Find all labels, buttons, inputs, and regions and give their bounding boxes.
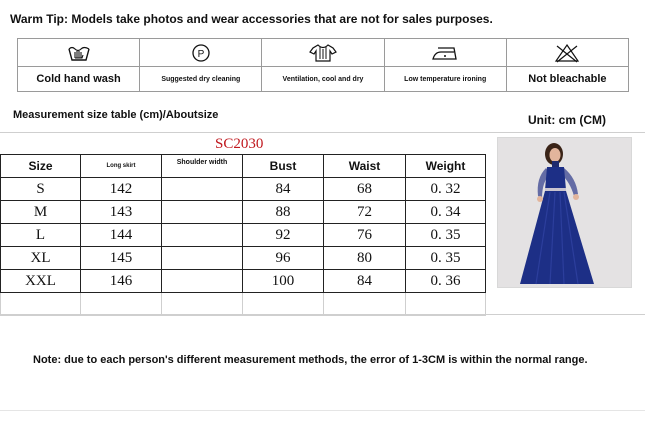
care-label: Cold hand wash	[36, 73, 121, 85]
divider	[0, 410, 645, 411]
care-dry-cleaning	[140, 39, 262, 91]
cell-waist: 84	[324, 270, 406, 293]
cell-shoulder	[162, 270, 243, 293]
table-header-row	[1, 155, 486, 178]
cell-size: S	[1, 178, 81, 201]
cell-waist: 68	[324, 178, 406, 201]
cell-waist: 80	[324, 247, 406, 270]
cell-long-skirt: 144	[81, 224, 162, 247]
iron-icon	[385, 39, 506, 67]
care-label: Suggested dry cleaning	[161, 75, 241, 83]
cell-long-skirt: 146	[81, 270, 162, 293]
care-ironing	[385, 39, 507, 91]
care-cold-hand-wash	[18, 39, 140, 91]
cell-bust: 96	[243, 247, 324, 270]
cell-waist: 76	[324, 224, 406, 247]
care-label: Not bleachable	[528, 73, 607, 85]
cell-long-skirt: 142	[81, 178, 162, 201]
cell-weight: 0. 35	[406, 224, 486, 247]
dry-clean-icon	[140, 39, 261, 67]
cell-bust: 100	[243, 270, 324, 293]
hand-wash-icon	[18, 39, 139, 67]
svg-text:P: P	[197, 48, 205, 60]
table-row	[1, 270, 486, 293]
care-label: Ventilation, cool and dry	[282, 75, 364, 83]
cell-long-skirt: 143	[81, 201, 162, 224]
table-row	[1, 178, 486, 201]
cell-shoulder	[162, 247, 243, 270]
cell-weight: 0. 36	[406, 270, 486, 293]
header-bust: Bust	[243, 155, 324, 178]
header-size: Size	[1, 155, 81, 178]
measurement-note: Note: due to each person's different measurement methods, the error of 1-3CM is within the normal range.	[33, 354, 588, 366]
cell-shoulder	[162, 201, 243, 224]
care-ventilation	[262, 39, 384, 91]
unit-label: Unit: cm (CM)	[528, 113, 606, 127]
table-row	[1, 201, 486, 224]
care-no-bleach	[507, 39, 628, 91]
cell-bust: 92	[243, 224, 324, 247]
cell-size: XXL	[1, 270, 81, 293]
cell-long-skirt: 145	[81, 247, 162, 270]
header-long-skirt: Long skirt	[81, 155, 162, 178]
header-weight: Weight	[406, 155, 486, 178]
cell-waist: 72	[324, 201, 406, 224]
cell-size: XL	[1, 247, 81, 270]
cell-weight: 0. 34	[406, 201, 486, 224]
care-instructions	[17, 38, 629, 92]
care-label: Low temperature ironing	[404, 75, 487, 83]
cell-weight: 0. 35	[406, 247, 486, 270]
model-code: SC2030	[215, 136, 264, 152]
header-waist: Waist	[324, 155, 406, 178]
cell-weight: 0. 32	[406, 178, 486, 201]
shirt-dry-icon	[262, 39, 383, 67]
measurement-title: Measurement size table (cm)/Aboutsize	[13, 109, 219, 121]
cell-bust: 84	[243, 178, 324, 201]
cell-shoulder	[162, 178, 243, 201]
cell-size: L	[1, 224, 81, 247]
cell-bust: 88	[243, 201, 324, 224]
cell-shoulder	[162, 224, 243, 247]
cell-size: M	[1, 201, 81, 224]
warm-tip: Warm Tip: Models take photos and wear accessories that are not for sales purposes.	[10, 12, 493, 26]
table-row	[1, 247, 486, 270]
header-shoulder-width: Shoulder width	[162, 155, 243, 178]
table-row-empty	[1, 293, 486, 316]
table-row	[1, 224, 486, 247]
model-photo	[497, 137, 632, 288]
no-bleach-icon	[507, 39, 628, 67]
size-table	[0, 154, 486, 316]
